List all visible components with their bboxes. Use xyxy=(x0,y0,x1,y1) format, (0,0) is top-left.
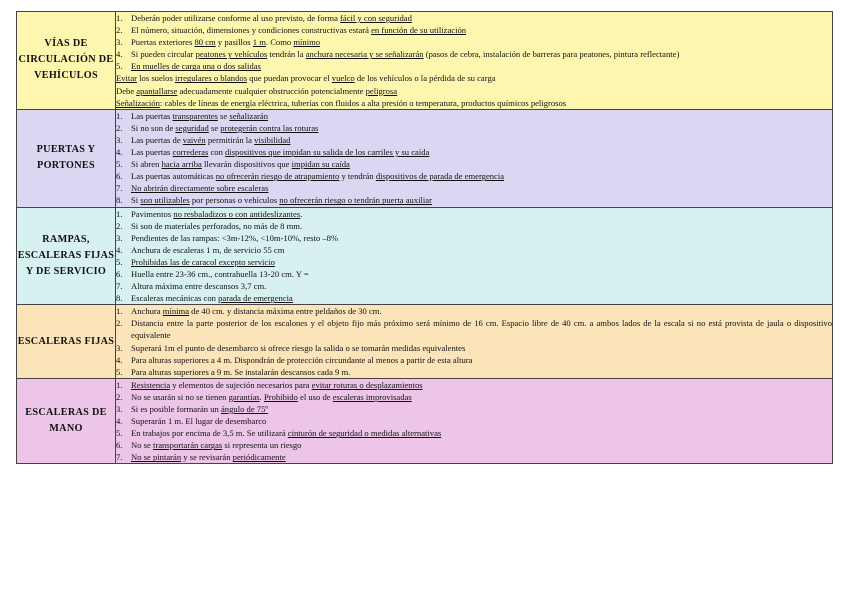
list-item: 1. Anchura mínima de 40 cm. y distancia máxima entre peldaños de 30 cm. xyxy=(116,306,382,317)
list-item: 4. Si pueden circular peatones y vehículos tendrán la anchura necesaria y se señalizarán (pasos de cebra, instalación de barreras para peatones, pintura reflectante) xyxy=(116,49,680,60)
list-item: 2. Distancia entre la parte posterior de los escalones y el objeto fijo más próximo será mínimo de 16 cm. Espacio libre de 40 cm. a ambos lados de la escala si no está provista de jaula o dispositivo equivalente xyxy=(116,318,832,341)
note-line: Evitar los suelos irregulares o blandos que puedan provocar el vuelco de los vehículos o la pérdida de su carga xyxy=(116,73,496,84)
list-item: 5. Prohibidas las de caracol excepto servicio xyxy=(116,256,275,267)
content-puertas xyxy=(116,109,833,207)
list-item: 2. No se usarán si no se tienen garantías. Prohibido el uso de escaleras improvisadas xyxy=(116,391,412,402)
list-item: 2. Si son de materiales perforados, no más de 8 mm. xyxy=(116,220,303,231)
list-item: 8. Si son utilizables por personas o vehículos no ofrecerán riesgo o tendrán puerta auxiliar xyxy=(116,195,432,206)
note-line: Debe apantallarse adecuadamente cualquier obstrucción potencialmente peligrosa xyxy=(116,85,398,96)
list-item: 3. Las puertas de vaivén permitirán la visibilidad xyxy=(116,134,291,145)
content-vias xyxy=(116,12,833,110)
list-item: 5. En trabajos por encima de 3,5 m. Se utilizará cinturón de seguridad o medidas alternativas xyxy=(116,428,442,439)
content-escaleras-mano xyxy=(116,378,833,464)
list-item: 7. No se pintarán y se revisarán periódicamente xyxy=(116,452,286,463)
category-escaleras-mano: ESCALERAS DE MANO xyxy=(17,378,116,464)
list-item: 3. Pendientes de las rampas: <3m-12%, <10m-10%, resto –8% xyxy=(116,232,339,243)
category-vias: VÍAS DE CIRCULACIÓN DE VEHÍCULOS xyxy=(17,12,116,110)
list-item: 4. Las puertas correderas con dispositivos que impidan su salida de los carriles y su caída xyxy=(116,147,430,158)
list-item: 8. Escaleras mecánicas con parada de emergencia xyxy=(116,293,293,304)
list-item: 6. Huella entre 23-36 cm., contrahuella 13-20 cm. Y = xyxy=(116,268,309,279)
list-item: 1. Deberán poder utilizarse conforme al uso previsto, de forma fácil y con seguridad xyxy=(116,13,412,23)
list-item: 1. Las puertas transparentes se señalizarán xyxy=(116,110,268,121)
list-item: 6. Las puertas automáticas no ofrecerán riesgo de atrapamiento y tendrán dispositivos de parada de emergencia xyxy=(116,171,505,182)
content-escaleras-fijas xyxy=(116,305,833,379)
section-escaleras-fijas xyxy=(17,305,833,379)
category-rampas: RAMPAS, ESCALERAS FIJAS Y DE SERVICIO xyxy=(17,207,116,305)
content-rampas xyxy=(116,207,833,305)
list-item: 4. Superarán 1 m. El lugar de desembarco xyxy=(116,416,267,427)
list-item: 5. Si abren hacia arriba llevarán dispositivos que impidan su caída xyxy=(116,159,350,170)
list-item: 5. En muelles de carga una o dos salidas xyxy=(116,61,261,72)
list-item: 6. No se transportarán cargas si representa un riesgo xyxy=(116,440,302,451)
list-item: 7. No abrirán directamente sobre escaleras xyxy=(116,183,269,194)
list-item: 5. Para alturas superiores a 9 m. Se instalarán descansos cada 9 m. xyxy=(116,366,351,377)
note-line: Señalización: cables de líneas de energía eléctrica, tuberías con fluidos a alta presión o temperatura, productos químicos peligrosos xyxy=(116,97,567,108)
safety-table xyxy=(16,11,833,464)
list-item: 3. Superará 1m el punto de desembarco si ofrece riesgo la salida o se tomarán medidas equivalentes xyxy=(116,342,466,353)
section-vias xyxy=(17,12,833,110)
list-item: 3. Puertas exteriores 80 cm y pasillos 1 m. Como mínimo xyxy=(116,37,321,48)
list-item: 4. Para alturas superiores a 4 m. Dispondrán de protección circundante al menos a partir de esta altura xyxy=(116,354,473,365)
section-puertas xyxy=(17,109,833,207)
list-item: 1. Pavimentos no resbaladizos o con antideslizantes. xyxy=(116,208,303,219)
category-puertas: PUERTAS Y PORTONES xyxy=(17,109,116,207)
section-rampas xyxy=(17,207,833,305)
list-item: 4. Anchura de escaleras 1 m, de servicio 55 cm xyxy=(116,244,285,255)
section-escaleras-mano xyxy=(17,378,833,464)
category-escaleras-fijas: ESCALERAS FIJAS xyxy=(17,305,116,379)
list-item: 1. Resistencia y elementos de sujeción necesarios para evitar roturas o desplazamientos xyxy=(116,379,423,390)
list-item: 2. Si no son de seguridad se protegerán contra las roturas xyxy=(116,122,319,133)
list-item: 3. Si es posible formarán un ángulo de 75º xyxy=(116,404,269,414)
list-item: 2. El número, situación, dimensiones y condiciones constructivas estará en función de su utilización xyxy=(116,25,467,36)
list-item: 7. Altura máxima entre descansos 3,7 cm. xyxy=(116,281,267,292)
